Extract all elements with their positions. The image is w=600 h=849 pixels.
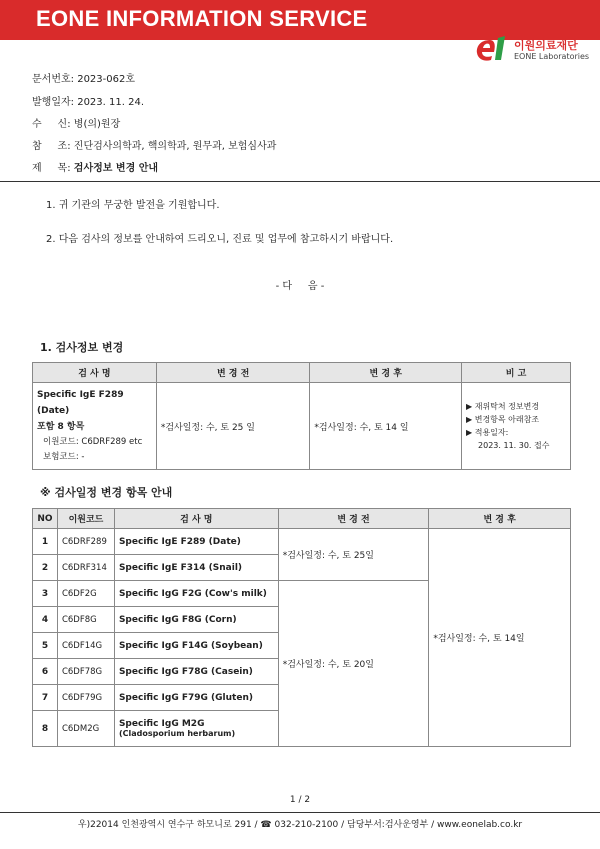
row-code: C6DF2G [57, 581, 114, 607]
col-no: NO [33, 509, 58, 529]
col-before: 변 경 전 [278, 509, 429, 529]
row-test-name-main: Specific IgG M2G [118, 719, 205, 729]
recipient-label: 수 신: [32, 119, 71, 130]
reference-label: 참 조: [32, 141, 71, 152]
row-test-name: Specific IgE F289 (Date) [114, 529, 278, 555]
col-after: 변 경 후 [310, 363, 462, 383]
row-code: C6DM2G [57, 711, 114, 747]
col-code: 이원코드 [57, 509, 114, 529]
issue-date-label: 발행일자: [32, 97, 75, 108]
after-cell: *검사일정: 수, 토 14 일 [310, 383, 462, 470]
paragraph-2: 2. 다음 검사의 정보를 안내하여 드리오니, 진료 및 업무에 참고하시기 바랍니다. [46, 234, 394, 245]
row-test-name: Specific IgG F2G (Cow's milk) [114, 581, 278, 607]
doc-number-label: 문서번호: [32, 74, 75, 85]
row-code: C6DF79G [57, 685, 114, 711]
reference-line [32, 137, 276, 152]
table-header-row [33, 363, 571, 383]
table-header-row [33, 509, 571, 529]
note-1: ▶ 재위탁처 정보변경 [466, 402, 540, 411]
banner-title: EONE INFORMATION SERVICE [36, 6, 368, 31]
eone-code-line: 이원코드: C6DRF289 etc [43, 437, 143, 447]
row-no: 3 [33, 581, 58, 607]
issue-date: 2023. 11. 24. [77, 97, 144, 108]
company-logo [474, 34, 592, 64]
row-code: C6DF78G [57, 659, 114, 685]
row-test-name: Specific IgE F314 (Snail) [114, 555, 278, 581]
page-number: 1 / 2 [289, 795, 311, 805]
row-code: C6DF14G [57, 633, 114, 659]
info-change-table [32, 362, 571, 470]
note-2: ▶ 변경항목 아래참조 [466, 415, 540, 424]
table-row [33, 383, 571, 470]
next-heading: - 다 음 - [275, 281, 325, 292]
eone-logo-icon [474, 34, 510, 64]
recipient-line [32, 115, 120, 130]
col-notes: 비 고 [462, 363, 571, 383]
before-group-1: *검사일정: 수, 토 25일 [278, 529, 429, 581]
doc-number: 2023-062호 [77, 74, 136, 85]
paragraph-1: 1. 귀 기관의 무궁한 발전을 기원합니다. [46, 200, 220, 211]
insurance-code-line: 보험코드: - [43, 452, 85, 462]
logo-korean-name: 이원의료재단 [514, 39, 578, 52]
col-test-name: 검 사 명 [114, 509, 278, 529]
row-code: C6DRF289 [57, 529, 114, 555]
row-code: C6DF8G [57, 607, 114, 633]
row-test-name: Specific IgG F8G (Corn) [114, 607, 278, 633]
row-no: 7 [33, 685, 58, 711]
row-no: 2 [33, 555, 58, 581]
section-1-title: 1. 검사정보 변경 [40, 341, 124, 354]
row-test-name: Specific IgG F79G (Gluten) [114, 685, 278, 711]
notes-cell [462, 383, 571, 470]
col-after: 변 경 후 [429, 509, 571, 529]
note-4: 2023. 11. 30. 접수 [478, 441, 550, 450]
row-test-name: Specific IgG F78G (Casein) [114, 659, 278, 685]
col-test-name: 검 사 명 [33, 363, 157, 383]
table-row [33, 529, 571, 555]
footer-divider [0, 812, 600, 813]
issue-date-line [32, 93, 144, 108]
before-cell: *검사일정: 수, 토 25 일 [156, 383, 310, 470]
row-code: C6DRF314 [57, 555, 114, 581]
schedule-change-table [32, 508, 571, 747]
footer-address: 우)22014 인천광역시 연수구 하모니로 291 / ☎ 032-210-2100 / 담당부서:검사운영부 / www.eonelab.co.kr [77, 820, 523, 830]
row-test-name [114, 711, 278, 747]
section-2-title: ※ 검사일정 변경 항목 안내 [40, 486, 173, 499]
before-group-2: *검사일정: 수, 토 20일 [278, 581, 429, 747]
test-name-line-1: Specific IgE F289 (Date) [37, 390, 124, 416]
row-no: 4 [33, 607, 58, 633]
reference: 진단검사의학과, 핵의학과, 원무과, 보험심사과 [73, 141, 277, 152]
test-name-cell [33, 383, 157, 470]
subject-label: 제 목: [32, 163, 71, 174]
note-3: ▶ 적용일자: [466, 428, 509, 437]
row-test-name-sub: (Cladosporium herbarum) [118, 729, 236, 738]
doc-number-line [32, 70, 135, 85]
row-no: 8 [33, 711, 58, 747]
col-before: 변 경 전 [156, 363, 310, 383]
recipient: 병(의)원장 [73, 119, 121, 130]
row-no: 5 [33, 633, 58, 659]
logo-english-name: EONE Laboratories [514, 52, 590, 61]
row-no: 6 [33, 659, 58, 685]
subject-line [32, 159, 158, 174]
row-test-name: Specific IgG F14G (Soybean) [114, 633, 278, 659]
row-no: 1 [33, 529, 58, 555]
header-divider [0, 181, 600, 182]
subject: 검사정보 변경 안내 [73, 163, 159, 174]
test-name-line-2: 포함 8 항목 [37, 422, 85, 432]
after-all: *검사일정: 수, 토 14일 [429, 529, 571, 747]
